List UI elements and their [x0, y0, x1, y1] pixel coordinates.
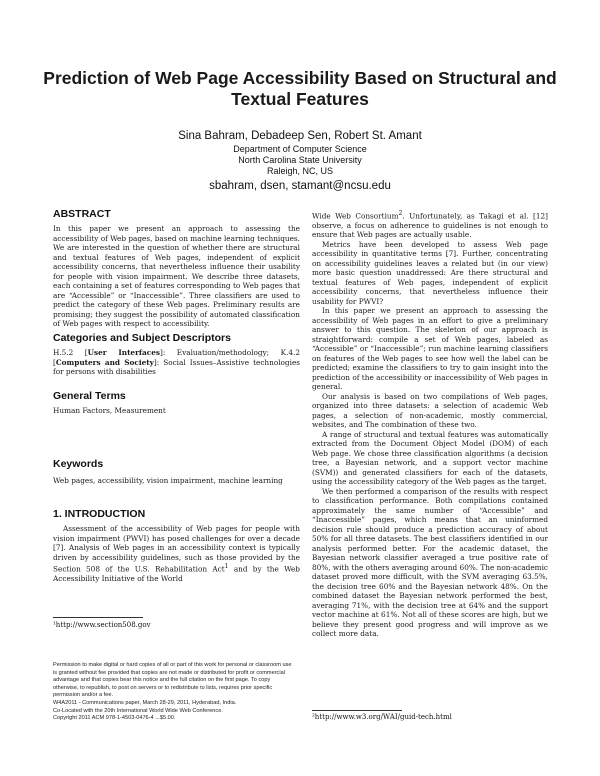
general-terms-text: Human Factors, Measurement: [53, 406, 166, 415]
right-paragraph-1: Wide Web Consortium$^2$. Unfortunately, as Takagi et al. [12] observe, a focus on adherence to guidelines is not enough to ensure that Web pages are actually usable.: [312, 210, 548, 240]
introduction-heading: 1. INTRODUCTION: [53, 508, 146, 520]
permission-block: [53, 662, 293, 723]
right-paragraph-6: We then performed a comparison of the results with respect to classification performance. Both compilations contained approximately the same number of “Accessible” and “Inaccessible” pages, which means that an uninformed decision rule should produce a prediction accuracy of about 50% for all three datasets. The best classifiers identified in our analysis performed better. For the academic dataset, the Bayesian network classifier averaged a true positive rate of 80%, with the others averaging around 60%. The non-academic dataset proved more difficult, with the SVM averaging 63.5%, the decision tree 60% and the Bayesian network 48%. On the combined dataset the Bayesian network performed the best, averaging 71%, with the decision tree at 64% and the support vector machine at 61%. Not all of these scores are high, but we believe they present good progress and will improve as we collect more data.: [312, 486, 548, 639]
introduction-paragraph: Assessment of the accessibility of Web pages for people with vision impairment (PWVI) has posed challenges for over a decade [7]. Analysis of Web pages in an accessibility context is typically driven by accessibility guidelines, such as those provided by the Section 508 of the U.S. Rehabilitation Act$^1$ and by the Web Accessibility Initiative of the World: [53, 524, 300, 583]
categories-heading: Categories and Subject Descriptors: [53, 332, 231, 344]
abstract-body: [53, 224, 300, 329]
author-list: Sina Bahram, Debadeep Sen, Robert St. Amant: [178, 130, 422, 142]
venue-line: W4A2011 - Communications paper, March 28-29, 2011, Hyderabad, India.: [53, 699, 237, 706]
categories-paragraph: H.5.2 [User Interfaces]: Evaluation/methodology; K.4.2 [Computers and Society]: Social Issues–Assistive technologies for persons with disabilities: [53, 348, 301, 376]
copyright-line: Copyright 2011 ACM 978-1-4503-0476-4 ...$5.00.: [53, 715, 176, 722]
affiliation-university: North Carolina State University: [238, 155, 362, 165]
keywords-text: Web pages, accessibility, vision impairment, machine learning: [53, 476, 283, 485]
general-terms-heading: General Terms: [53, 390, 126, 402]
conference-line: Co-Located with the 20th International World Wide Web Conference.: [53, 707, 223, 714]
keywords-body: [53, 476, 300, 486]
citation-link[interactable]: [7]: [445, 249, 457, 259]
author-emails: sbahram, dsen, stamant@ncsu.edu: [209, 180, 391, 192]
keywords-heading: Keywords: [53, 458, 104, 470]
permission-text: Permission to make digital or hard copies of all or part of this work for personal or classroom use is granted without fee provided that copies are not made or distributed for profit or commercial advantage and that copies bear this notice and the full citation on the first page. To copy otherwise, to republish, to post on servers or to redistribute to lists, requires prior specific permission and/or a fee.: [53, 662, 292, 699]
footnote-section508: ¹http://www.section508.gov: [53, 621, 151, 629]
footnote-w3c: ²http://www.w3.org/WAI/guid-tech.html: [312, 713, 452, 721]
abstract-heading: ABSTRACT: [53, 208, 111, 220]
right-paragraph-2: Metrics have been developed to assess Web page accessibility in quantitative terms [7]. Further, concentrating on accessibility guidelines leaves a related but (in our view) more basic question unaddressed: Are there structural and textual features of Web pages, independent of explicit accessibility concerns, that nevertheless influence their usability for PWVI?: [312, 239, 549, 306]
paper-title: Prediction of Web Page Accessibility Based on Structural and Textual Features: [43, 68, 557, 109]
categories-body: [53, 348, 300, 377]
introduction-body: [53, 524, 300, 583]
affiliation-location: Raleigh, NC, US: [266, 166, 334, 176]
right-column-body: [312, 209, 548, 639]
footnote-rule: [53, 617, 143, 618]
footnote-marker: 1: [224, 563, 229, 570]
general-terms-body: [53, 406, 300, 416]
footnote-rule: [312, 710, 402, 711]
abstract-paragraph: In this paper we present an approach to assessing the accessibility of Web pages, based on machine learning techniques. We are interested in the question of whether there are structural and textual features of Web pages, independent of explicit accessibility concerns, that nevertheless influence their usability for people with vision impairment. We describe three datasets, each containing a set of features corresponding to Web pages that are “Accessible” or “Inaccessible”. Three classifiers are used to predict the category of these Web pages. Preliminary results are promising; they suggest the possibility of automated classification of Web pages with respect to accessibility.: [53, 224, 300, 328]
citation-link[interactable]: [7]: [53, 543, 64, 552]
right-paragraph-3: In this paper we present an approach to assessing the accessibility of Web pages in an effort to give a preliminary answer to this question. The skeleton of our approach is straightforward: compile a set of Web pages, labeled as “Accessible” or “Inaccessible”; run machine learning classifiers on features of the Web pages to see how well the label can be predicted; examine the classifiers to try to gain insight into the prediction of the accessibility or inaccessibility of Web pages in general.: [312, 306, 548, 392]
right-paragraph-4: Our analysis is based on two compilations of Web pages, organized into three datasets: a selection of academic Web pages, a selection of non-academic, mostly commercial, websites, and The combination of these two.: [312, 391, 548, 430]
right-paragraph-5: A range of structural and textual features was automatically extracted from the Document Object Model (DOM) of each Web page. We chose three classification algorithms (a decision tree, a Bayesian network, and a support vector machine (SVM)) and generated classifiers for each of the datasets, using the accessibility category of the Web pages as the target.: [312, 429, 548, 487]
affiliation-department: Department of Computer Science: [233, 144, 367, 154]
citation-link[interactable]: [12]: [533, 211, 548, 221]
